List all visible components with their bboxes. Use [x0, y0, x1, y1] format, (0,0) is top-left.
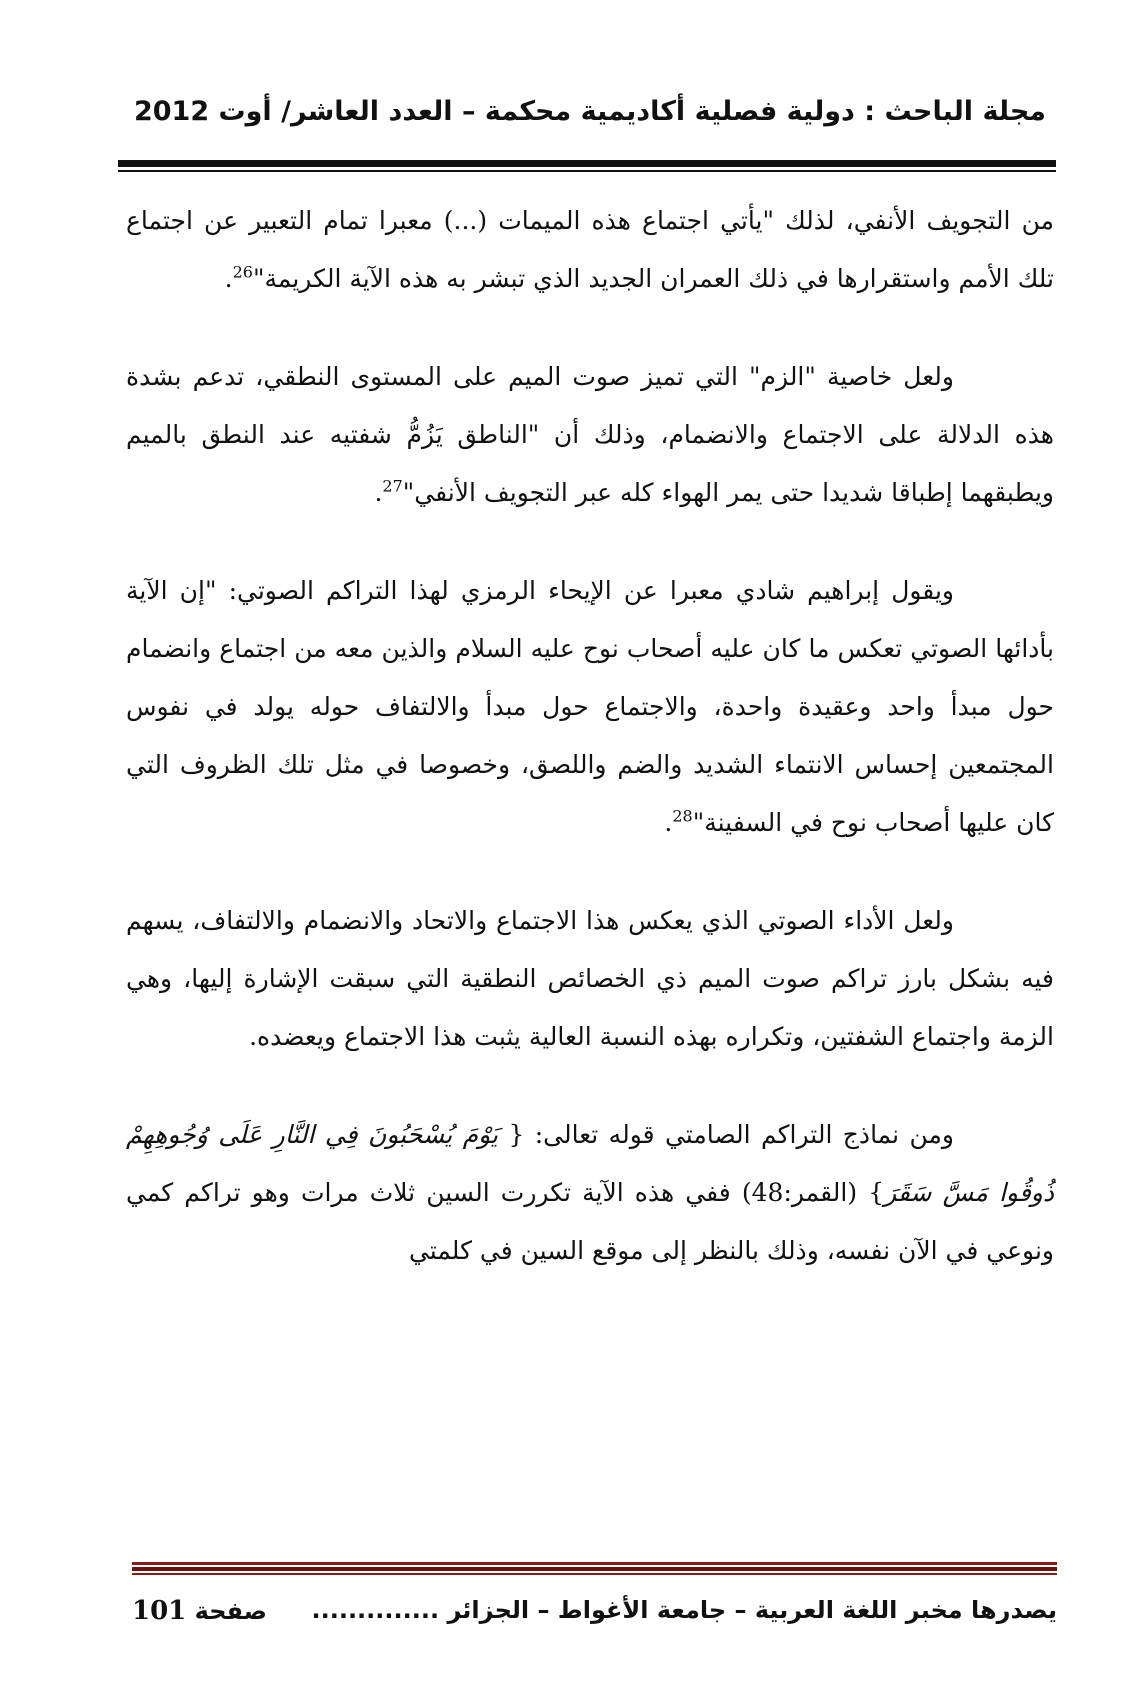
page-label: صفحة: [194, 1597, 267, 1625]
quran-verse: يَوْمَ يُسْحَبُونَ فِي النَّارِ عَلَى وُجُوهِهِمْ ذُوقُوا مَسَّ سَقَرَ: [126, 1120, 1055, 1207]
paragraph-4: ولعل الأداء الصوتي الذي يعكس هذا الاجتماع والاتحاد والانضمام والالتفاف، يسهم فيه بشكل بارز تراكم صوت الميم ذي الخصائص النطقية التي سبقت الإشارة إليها، وهي الزمة واجتماع الشفتين، وتكراره بهذه النسبة العالية يثبت هذا الاجتماع ويعضده.: [126, 906, 1054, 1051]
body-text: [126, 192, 1054, 1320]
header-rule-thin: [118, 170, 1056, 172]
page-number: 101: [132, 1596, 187, 1626]
header-rule-thick: [118, 160, 1056, 167]
paragraph-3: ويقول إبراهيم شادي معبرا عن الإيحاء الرمزي لهذا التراكم الصوتي: "إن الآية بأدائها الصوتي تعكس ما كان عليه أصحاب نوح عليه السلام والذين معه من اجتماع وانضمام حول مبدأ واحد وعقيدة واحدة، والاجتماع حول مبدأ والالتفاف حوله يولد في نفوس المجتمعين إحساس الانتماء الشديد والضم واللصق، وخصوصا في مثل تلك الظروف التي كان عليها أصحاب نوح في السفينة"$^{28}$.: [126, 576, 1054, 837]
journal-header: مجلة الباحث : دولية فصلية أكاديمية محكمة – العدد العاشر/ أوت 2012: [133, 96, 1047, 127]
footnote-ref[interactable]: 27: [382, 476, 403, 496]
paragraph-1: من التجويف الأنفي، لذلك "يأتي اجتماع هذه الميمات (...) معبرا تمام التعبير عن اجتماع تلك الأمم واستقرارها في ذلك العمران الجديد الذي تبشر به هذه الآية الكريمة"$^{26}$.: [126, 206, 1054, 293]
footer-rule-1: [132, 1562, 1057, 1565]
footer-rule-2: [132, 1567, 1057, 1571]
verse-citation: (القمر:48): [741, 1178, 858, 1207]
footnote-ref[interactable]: 28: [672, 806, 693, 826]
paragraph-2: ولعل خاصية "الزم" التي تميز صوت الميم على المستوى النطقي، تدعم بشدة هذه الدلالة على الاجتماع والانضمام، وذلك أن "الناطق يَزُمُّ شفتيه عند النطق بالميم ويطبقهما إطباقا شديدا حتى يمر الهواء كله عبر التجويف الأنفي"$^{27}$.: [126, 362, 1054, 507]
page-indicator: [132, 1596, 267, 1626]
footer-rule-3: [132, 1573, 1057, 1575]
publisher-line: يصدرها مخبر اللغة العربية – جامعة الأغواط – الجزائر ..............: [311, 1596, 1057, 1624]
paragraph-5: ومن نماذج التراكم الصامتي قوله تعالى: { يَوْمَ يُسْحَبُونَ فِي النَّارِ عَلَى وُجُوهِهِمْ ذُوقُوا مَسَّ سَقَرَ} (القمر:48) ففي هذه الآية تكررت السين ثلاث مرات وهو تراكم كمي ونوعي في الآن نفسه، وذلك بالنظر إلى موقع السين في كلمتي: [126, 1120, 1055, 1265]
footnote-ref[interactable]: 26: [232, 262, 253, 282]
